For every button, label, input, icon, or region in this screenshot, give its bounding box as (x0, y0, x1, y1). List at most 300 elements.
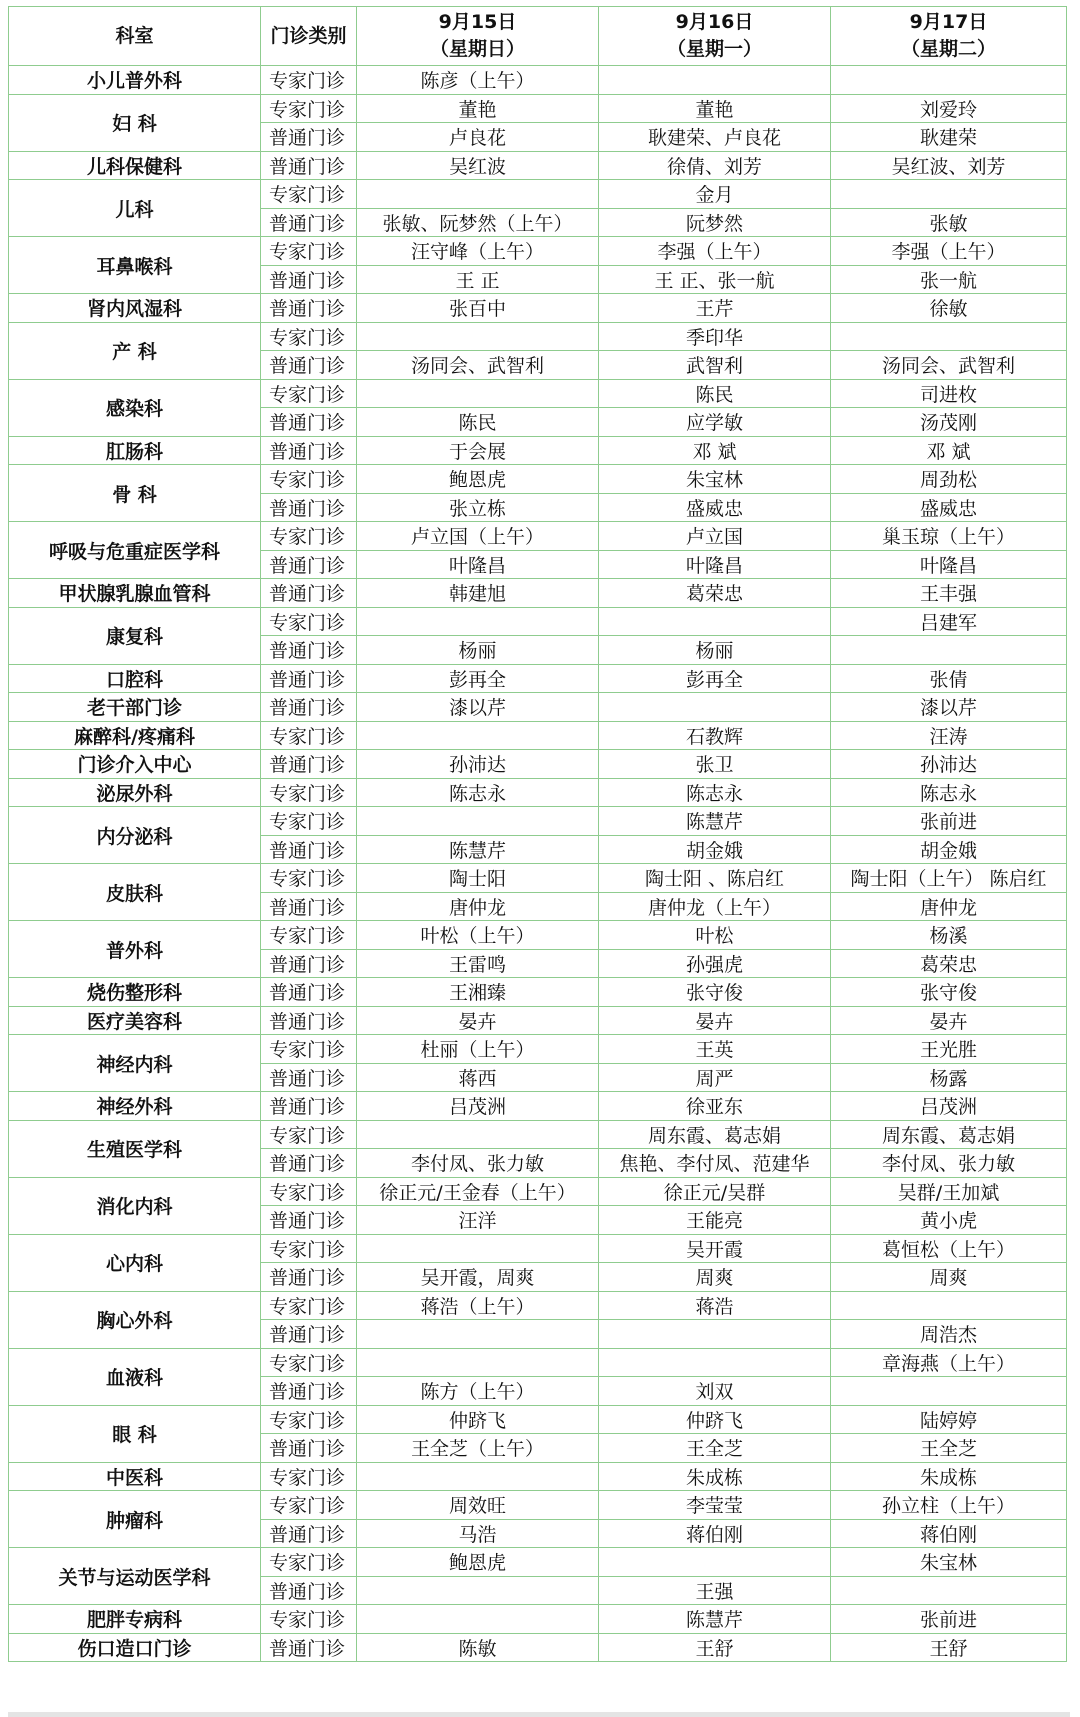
doctor-cell-day-2 (599, 66, 831, 95)
doctor-cell-day-1: 王雷鸣 (357, 949, 599, 978)
clinic-type: 专家门诊 (261, 1548, 357, 1577)
table-row (9, 1177, 1067, 1206)
header-day-2-date: 9月16日 (675, 11, 754, 33)
clinic-type: 普通门诊 (261, 550, 357, 579)
clinic-type: 专家门诊 (261, 1462, 357, 1491)
clinic-type: 专家门诊 (261, 864, 357, 893)
header-type: 门诊类别 (261, 7, 357, 66)
doctor-cell-day-2: 朱宝林 (599, 465, 831, 494)
clinic-type: 普通门诊 (261, 978, 357, 1007)
doctor-cell-day-2: 朱成栋 (599, 1462, 831, 1491)
clinic-type: 普通门诊 (261, 1263, 357, 1292)
doctor-cell-day-1: 于会展 (357, 436, 599, 465)
doctor-cell-day-1: 张立栋 (357, 493, 599, 522)
clinic-type: 普通门诊 (261, 294, 357, 323)
table-row (9, 864, 1067, 893)
doctor-cell-day-2: 武智利 (599, 351, 831, 380)
department-name: 小儿普外科 (9, 66, 261, 95)
clinic-type: 专家门诊 (261, 778, 357, 807)
doctor-cell-day-2: 李莹莹 (599, 1491, 831, 1520)
doctor-cell-day-3: 唐仲龙 (831, 892, 1067, 921)
schedule-table (8, 6, 1067, 1662)
doctor-cell-day-3: 周劲松 (831, 465, 1067, 494)
doctor-cell-day-3: 刘爱玲 (831, 94, 1067, 123)
department-name: 口腔科 (9, 664, 261, 693)
department-name: 康复科 (9, 607, 261, 664)
doctor-cell-day-2: 周严 (599, 1063, 831, 1092)
doctor-cell-day-3: 汪涛 (831, 721, 1067, 750)
doctor-cell-day-2: 卢立国 (599, 522, 831, 551)
doctor-cell-day-1: 马浩 (357, 1519, 599, 1548)
doctor-cell-day-2: 叶隆昌 (599, 550, 831, 579)
department-name: 老干部门诊 (9, 693, 261, 722)
doctor-cell-day-1 (357, 1234, 599, 1263)
doctor-cell-day-2: 葛荣忠 (599, 579, 831, 608)
doctor-cell-day-1 (357, 1576, 599, 1605)
doctor-cell-day-2: 孙强虎 (599, 949, 831, 978)
clinic-type: 专家门诊 (261, 322, 357, 351)
department-name: 中医科 (9, 1462, 261, 1491)
table-row (9, 1462, 1067, 1491)
clinic-type: 普通门诊 (261, 1434, 357, 1463)
doctor-cell-day-3 (831, 636, 1067, 665)
doctor-cell-day-1: 陈敏 (357, 1633, 599, 1662)
doctor-cell-day-2: 徐正元/吴群 (599, 1177, 831, 1206)
doctor-cell-day-2: 盛威忠 (599, 493, 831, 522)
clinic-type: 专家门诊 (261, 721, 357, 750)
doctor-cell-day-2: 杨丽 (599, 636, 831, 665)
table-row (9, 522, 1067, 551)
schedule-body (9, 66, 1067, 1662)
doctor-cell-day-1: 晏卉 (357, 1006, 599, 1035)
table-row (9, 1291, 1067, 1320)
doctor-cell-day-3: 汤同会、武智利 (831, 351, 1067, 380)
department-name: 皮肤科 (9, 864, 261, 921)
doctor-cell-day-3 (831, 322, 1067, 351)
header-day-2 (599, 7, 831, 66)
clinic-type: 普通门诊 (261, 892, 357, 921)
doctor-cell-day-2: 刘双 (599, 1377, 831, 1406)
header-day-3-date: 9月17日 (909, 11, 988, 33)
doctor-cell-day-2: 彭再全 (599, 664, 831, 693)
doctor-cell-day-3: 张守俊 (831, 978, 1067, 1007)
department-name: 门诊介入中心 (9, 750, 261, 779)
doctor-cell-day-1: 韩建旭 (357, 579, 599, 608)
department-name: 肾内风湿科 (9, 294, 261, 323)
clinic-type: 普通门诊 (261, 351, 357, 380)
doctor-cell-day-1: 汤同会、武智利 (357, 351, 599, 380)
department-name: 普外科 (9, 921, 261, 978)
doctor-cell-day-2: 季印华 (599, 322, 831, 351)
table-row (9, 607, 1067, 636)
clinic-type: 普通门诊 (261, 1149, 357, 1178)
doctor-cell-day-3: 吴红波、刘芳 (831, 151, 1067, 180)
doctor-cell-day-1 (357, 1320, 599, 1349)
doctor-cell-day-3 (831, 1291, 1067, 1320)
doctor-cell-day-1: 徐正元/王金春（上午） (357, 1177, 599, 1206)
department-name: 肛肠科 (9, 436, 261, 465)
table-row (9, 807, 1067, 836)
doctor-cell-day-2: 焦艳、李付凤、范建华 (599, 1149, 831, 1178)
clinic-type: 普通门诊 (261, 664, 357, 693)
doctor-cell-day-2: 叶松 (599, 921, 831, 950)
doctor-cell-day-3: 邓 斌 (831, 436, 1067, 465)
doctor-cell-day-3: 周爽 (831, 1263, 1067, 1292)
doctor-cell-day-2: 李强（上午） (599, 237, 831, 266)
doctor-cell-day-3 (831, 1576, 1067, 1605)
doctor-cell-day-3: 张前进 (831, 807, 1067, 836)
header-day-1 (357, 7, 599, 66)
department-name: 血液科 (9, 1348, 261, 1405)
doctor-cell-day-3: 吕茂洲 (831, 1092, 1067, 1121)
department-name: 肿瘤科 (9, 1491, 261, 1548)
table-row (9, 237, 1067, 266)
doctor-cell-day-1: 陈慧芹 (357, 835, 599, 864)
doctor-cell-day-1: 王全芝（上午） (357, 1434, 599, 1463)
department-name: 甲状腺乳腺血管科 (9, 579, 261, 608)
table-row (9, 1120, 1067, 1149)
doctor-cell-day-2: 张守俊 (599, 978, 831, 1007)
doctor-cell-day-1: 董艳 (357, 94, 599, 123)
clinic-type: 专家门诊 (261, 66, 357, 95)
clinic-type: 普通门诊 (261, 1576, 357, 1605)
table-row (9, 94, 1067, 123)
doctor-cell-day-2 (599, 693, 831, 722)
department-name: 呼吸与危重症医学科 (9, 522, 261, 579)
clinic-type: 普通门诊 (261, 1320, 357, 1349)
table-row (9, 294, 1067, 323)
doctor-cell-day-1: 仲跻飞 (357, 1405, 599, 1434)
clinic-type: 专家门诊 (261, 1491, 357, 1520)
doctor-cell-day-2: 徐倩、刘芳 (599, 151, 831, 180)
doctor-cell-day-2: 王舒 (599, 1633, 831, 1662)
header-row (9, 7, 1067, 66)
doctor-cell-day-3: 吕建军 (831, 607, 1067, 636)
doctor-cell-day-1 (357, 1120, 599, 1149)
clinic-type: 专家门诊 (261, 237, 357, 266)
clinic-type: 专家门诊 (261, 1605, 357, 1634)
doctor-cell-day-2: 唐仲龙（上午） (599, 892, 831, 921)
header-dept: 科室 (9, 7, 261, 66)
doctor-cell-day-3: 朱宝林 (831, 1548, 1067, 1577)
doctor-cell-day-3: 李付凤、张力敏 (831, 1149, 1067, 1178)
department-name: 神经内科 (9, 1035, 261, 1092)
doctor-cell-day-3: 张前进 (831, 1605, 1067, 1634)
department-name: 麻醉科/疼痛科 (9, 721, 261, 750)
doctor-cell-day-1: 鲍恩虎 (357, 1548, 599, 1577)
doctor-cell-day-3 (831, 1377, 1067, 1406)
department-name: 消化内科 (9, 1177, 261, 1234)
doctor-cell-day-2: 耿建荣、卢良花 (599, 123, 831, 152)
doctor-cell-day-2: 王芹 (599, 294, 831, 323)
department-name: 心内科 (9, 1234, 261, 1291)
department-name: 关节与运动医学科 (9, 1548, 261, 1605)
doctor-cell-day-1: 汪洋 (357, 1206, 599, 1235)
doctor-cell-day-3: 陈志永 (831, 778, 1067, 807)
table-row (9, 379, 1067, 408)
doctor-cell-day-3: 孙立柱（上午） (831, 1491, 1067, 1520)
doctor-cell-day-1 (357, 322, 599, 351)
doctor-cell-day-3: 黄小虎 (831, 1206, 1067, 1235)
header-day-2-weekday: （星期一） (666, 38, 762, 60)
doctor-cell-day-1: 蒋浩（上午） (357, 1291, 599, 1320)
table-row (9, 664, 1067, 693)
doctor-cell-day-1: 陈方（上午） (357, 1377, 599, 1406)
doctor-cell-day-3: 漆以芹 (831, 693, 1067, 722)
doctor-cell-day-3: 吴群/王加斌 (831, 1177, 1067, 1206)
clinic-type: 普通门诊 (261, 1377, 357, 1406)
clinic-type: 专家门诊 (261, 607, 357, 636)
doctor-cell-day-1: 卢良花 (357, 123, 599, 152)
clinic-type: 普通门诊 (261, 1206, 357, 1235)
clinic-type: 普通门诊 (261, 265, 357, 294)
doctor-cell-day-3: 巢玉琼（上午） (831, 522, 1067, 551)
doctor-cell-day-2: 阮梦然 (599, 208, 831, 237)
doctor-cell-day-1: 漆以芹 (357, 693, 599, 722)
doctor-cell-day-1: 陈志永 (357, 778, 599, 807)
clinic-type: 专家门诊 (261, 522, 357, 551)
table-row (9, 1348, 1067, 1377)
doctor-cell-day-3: 杨露 (831, 1063, 1067, 1092)
doctor-cell-day-3: 王舒 (831, 1633, 1067, 1662)
clinic-type: 专家门诊 (261, 379, 357, 408)
clinic-type: 专家门诊 (261, 1405, 357, 1434)
department-name: 儿科保健科 (9, 151, 261, 180)
clinic-type: 普通门诊 (261, 693, 357, 722)
doctor-cell-day-3: 周东霞、葛志娟 (831, 1120, 1067, 1149)
doctor-cell-day-2: 陶士阳 、陈启红 (599, 864, 831, 893)
doctor-cell-day-3: 盛威忠 (831, 493, 1067, 522)
doctor-cell-day-3: 周浩杰 (831, 1320, 1067, 1349)
doctor-cell-day-2: 王强 (599, 1576, 831, 1605)
clinic-type: 普通门诊 (261, 151, 357, 180)
clinic-type: 普通门诊 (261, 493, 357, 522)
doctor-cell-day-1: 叶隆昌 (357, 550, 599, 579)
doctor-cell-day-1: 吕茂洲 (357, 1092, 599, 1121)
department-name: 产 科 (9, 322, 261, 379)
table-row (9, 721, 1067, 750)
department-name: 泌尿外科 (9, 778, 261, 807)
header-day-1-date: 9月15日 (438, 11, 517, 33)
table-row (9, 465, 1067, 494)
department-name: 胸心外科 (9, 1291, 261, 1348)
doctor-cell-day-3: 叶隆昌 (831, 550, 1067, 579)
doctor-cell-day-1 (357, 1605, 599, 1634)
doctor-cell-day-3: 章海燕（上午） (831, 1348, 1067, 1377)
doctor-cell-day-3: 陶士阳（上午） 陈启红 (831, 864, 1067, 893)
doctor-cell-day-1: 鲍恩虎 (357, 465, 599, 494)
doctor-cell-day-1 (357, 379, 599, 408)
department-name: 医疗美容科 (9, 1006, 261, 1035)
doctor-cell-day-3: 王全芝 (831, 1434, 1067, 1463)
doctor-cell-day-1 (357, 180, 599, 209)
doctor-cell-day-1: 王 正 (357, 265, 599, 294)
header-day-1-weekday: （星期日） (429, 38, 525, 60)
bottom-divider (8, 1712, 1070, 1717)
clinic-type: 普通门诊 (261, 1063, 357, 1092)
doctor-cell-day-1 (357, 721, 599, 750)
doctor-cell-day-2: 晏卉 (599, 1006, 831, 1035)
doctor-cell-day-3: 朱成栋 (831, 1462, 1067, 1491)
header-day-3-weekday: （星期二） (900, 38, 996, 60)
doctor-cell-day-1: 唐仲龙 (357, 892, 599, 921)
clinic-type: 专家门诊 (261, 1120, 357, 1149)
doctor-cell-day-3: 李强（上午） (831, 237, 1067, 266)
table-row (9, 693, 1067, 722)
department-name: 肥胖专病科 (9, 1605, 261, 1634)
doctor-cell-day-1: 张敏、阮梦然（上午） (357, 208, 599, 237)
clinic-type: 专家门诊 (261, 1035, 357, 1064)
doctor-cell-day-1 (357, 807, 599, 836)
table-row (9, 1633, 1067, 1662)
clinic-type: 普通门诊 (261, 636, 357, 665)
doctor-cell-day-2: 周爽 (599, 1263, 831, 1292)
department-name: 烧伤整形科 (9, 978, 261, 1007)
doctor-cell-day-1: 张百中 (357, 294, 599, 323)
clinic-type: 普通门诊 (261, 208, 357, 237)
doctor-cell-day-1: 叶松（上午） (357, 921, 599, 950)
doctor-cell-day-1: 汪守峰（上午） (357, 237, 599, 266)
clinic-type: 专家门诊 (261, 1291, 357, 1320)
doctor-cell-day-2: 陈志永 (599, 778, 831, 807)
table-row (9, 1548, 1067, 1577)
clinic-type: 普通门诊 (261, 949, 357, 978)
clinic-type: 普通门诊 (261, 436, 357, 465)
table-row (9, 1006, 1067, 1035)
doctor-cell-day-2 (599, 1548, 831, 1577)
clinic-type: 普通门诊 (261, 1519, 357, 1548)
doctor-cell-day-3: 张倩 (831, 664, 1067, 693)
department-name: 骨 科 (9, 465, 261, 522)
clinic-type: 专家门诊 (261, 1234, 357, 1263)
table-row (9, 1035, 1067, 1064)
clinic-type: 专家门诊 (261, 465, 357, 494)
clinic-type: 普通门诊 (261, 835, 357, 864)
doctor-cell-day-2: 徐亚东 (599, 1092, 831, 1121)
doctor-cell-day-1: 蒋西 (357, 1063, 599, 1092)
schedule-header (9, 7, 1067, 66)
department-name: 儿科 (9, 180, 261, 237)
doctor-cell-day-3 (831, 180, 1067, 209)
department-name: 伤口造口门诊 (9, 1633, 261, 1662)
doctor-cell-day-3: 汤茂刚 (831, 408, 1067, 437)
doctor-cell-day-3: 王丰强 (831, 579, 1067, 608)
doctor-cell-day-2: 王全芝 (599, 1434, 831, 1463)
doctor-cell-day-3: 胡金娥 (831, 835, 1067, 864)
doctor-cell-day-3: 晏卉 (831, 1006, 1067, 1035)
department-name: 感染科 (9, 379, 261, 436)
table-row (9, 750, 1067, 779)
doctor-cell-day-2: 王英 (599, 1035, 831, 1064)
table-row (9, 1605, 1067, 1634)
doctor-cell-day-2: 蒋伯刚 (599, 1519, 831, 1548)
table-row (9, 921, 1067, 950)
doctor-cell-day-3: 葛恒松（上午） (831, 1234, 1067, 1263)
doctor-cell-day-3: 耿建荣 (831, 123, 1067, 152)
doctor-cell-day-3: 杨溪 (831, 921, 1067, 950)
doctor-cell-day-2: 邓 斌 (599, 436, 831, 465)
doctor-cell-day-3: 张敏 (831, 208, 1067, 237)
table-row (9, 1491, 1067, 1520)
table-row (9, 180, 1067, 209)
clinic-type: 普通门诊 (261, 408, 357, 437)
doctor-cell-day-2: 胡金娥 (599, 835, 831, 864)
clinic-type: 普通门诊 (261, 123, 357, 152)
doctor-cell-day-3: 徐敏 (831, 294, 1067, 323)
doctor-cell-day-1: 吴开霞，周爽 (357, 1263, 599, 1292)
clinic-type: 普通门诊 (261, 579, 357, 608)
doctor-cell-day-2: 仲跻飞 (599, 1405, 831, 1434)
doctor-cell-day-2: 陈慧芹 (599, 807, 831, 836)
doctor-cell-day-3: 司进枚 (831, 379, 1067, 408)
table-row (9, 1234, 1067, 1263)
department-name: 耳鼻喉科 (9, 237, 261, 294)
table-row (9, 322, 1067, 351)
doctor-cell-day-3: 蒋伯刚 (831, 1519, 1067, 1548)
doctor-cell-day-2: 陈民 (599, 379, 831, 408)
doctor-cell-day-2: 蒋浩 (599, 1291, 831, 1320)
department-name: 眼 科 (9, 1405, 261, 1462)
doctor-cell-day-3: 张一航 (831, 265, 1067, 294)
doctor-cell-day-1: 彭再全 (357, 664, 599, 693)
clinic-type: 普通门诊 (261, 750, 357, 779)
doctor-cell-day-1: 卢立国（上午） (357, 522, 599, 551)
doctor-cell-day-2: 金月 (599, 180, 831, 209)
doctor-cell-day-2: 董艳 (599, 94, 831, 123)
clinic-type: 专家门诊 (261, 1177, 357, 1206)
doctor-cell-day-2 (599, 1348, 831, 1377)
doctor-cell-day-3: 葛荣忠 (831, 949, 1067, 978)
clinic-type: 专家门诊 (261, 1348, 357, 1377)
doctor-cell-day-3: 王光胜 (831, 1035, 1067, 1064)
department-name: 神经外科 (9, 1092, 261, 1121)
clinic-type: 普通门诊 (261, 1092, 357, 1121)
doctor-cell-day-1: 陶士阳 (357, 864, 599, 893)
doctor-cell-day-1: 吴红波 (357, 151, 599, 180)
doctor-cell-day-1: 王湘臻 (357, 978, 599, 1007)
doctor-cell-day-1: 陈民 (357, 408, 599, 437)
table-row (9, 1092, 1067, 1121)
doctor-cell-day-3 (831, 66, 1067, 95)
table-row (9, 436, 1067, 465)
table-row (9, 579, 1067, 608)
table-row (9, 66, 1067, 95)
doctor-cell-day-2: 应学敏 (599, 408, 831, 437)
doctor-cell-day-1: 杨丽 (357, 636, 599, 665)
doctor-cell-day-2: 周东霞、葛志娟 (599, 1120, 831, 1149)
clinic-type: 专家门诊 (261, 94, 357, 123)
table-row (9, 1405, 1067, 1434)
doctor-cell-day-1 (357, 607, 599, 636)
clinic-type: 普通门诊 (261, 1633, 357, 1662)
doctor-cell-day-1: 孙沛达 (357, 750, 599, 779)
clinic-type: 专家门诊 (261, 921, 357, 950)
department-name: 内分泌科 (9, 807, 261, 864)
doctor-cell-day-1: 陈彦（上午） (357, 66, 599, 95)
clinic-type: 专家门诊 (261, 807, 357, 836)
clinic-type: 专家门诊 (261, 180, 357, 209)
doctor-cell-day-2: 吴开霞 (599, 1234, 831, 1263)
doctor-cell-day-1 (357, 1462, 599, 1491)
department-name: 生殖医学科 (9, 1120, 261, 1177)
doctor-cell-day-3: 孙沛达 (831, 750, 1067, 779)
clinic-type: 普通门诊 (261, 1006, 357, 1035)
doctor-cell-day-2: 王 正、张一航 (599, 265, 831, 294)
doctor-cell-day-3: 陆婷婷 (831, 1405, 1067, 1434)
doctor-cell-day-1: 李付凤、张力敏 (357, 1149, 599, 1178)
doctor-cell-day-2: 石教辉 (599, 721, 831, 750)
doctor-cell-day-1: 杜丽（上午） (357, 1035, 599, 1064)
